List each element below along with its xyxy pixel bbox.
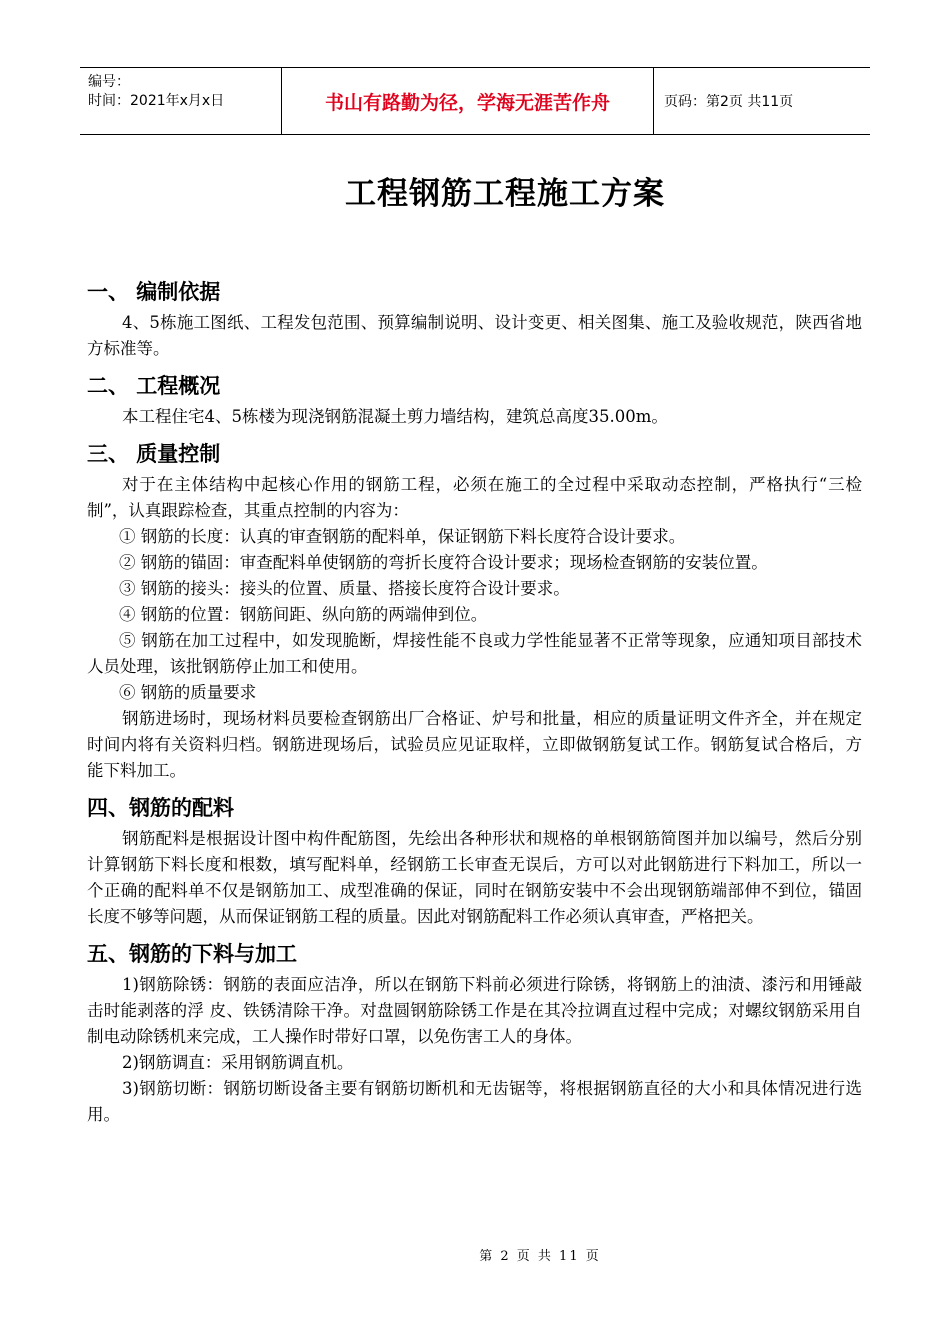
list-item: ⑥ 钢筋的质量要求: [119, 683, 257, 702]
list-item: ④ 钢筋的位置：钢筋间距、纵向筋的两端伸到位。: [119, 605, 488, 624]
list-item: ⑤ 钢筋在加工过程中，如发现脆断，焊接性能不良或力学性能显著不正常等现象，应通知项目部技术人员处理，该批钢筋停止加工和使用。: [87, 631, 862, 676]
document-number-label: 编号：: [88, 74, 130, 90]
list-item: ① 钢筋的长度：认真的审查钢筋的配料单，保证钢筋下料长度符合设计要求。: [119, 527, 686, 546]
document-date: 时间：2021年x月x日: [88, 93, 225, 109]
page-header: [80, 67, 870, 135]
header-meta: [80, 68, 281, 134]
list-item: ③ 钢筋的接头：接头的位置、质量、搭接长度符合设计要求。: [119, 579, 570, 598]
paragraph: 对于在主体结构中起核心作用的钢筋工程，必须在施工的全过程中采取动态控制，严格执行“三检制”，认真跟踪检查，其重点控制的内容为：: [87, 475, 862, 520]
list-item: ② 钢筋的锚固：审查配料单使钢筋的弯折长度符合设计要求；现场检查钢筋的安装位置。: [119, 553, 768, 572]
paragraph: 1)钢筋除锈：钢筋的表面应洁净，所以在钢筋下料前必须进行除锈，将钢筋上的油渍、漆污和用锤敲击时能剥落的浮 皮、铁锈清除干净。对盘圆钢筋除锈工作是在其冷拉调直过程中完成；对螺纹钢筋采用自制电动除锈机来完成，工人操作时带好口罩，以免伤害工人的身体。: [87, 975, 862, 1046]
section-heading: 四、钢筋的配料: [87, 796, 234, 820]
paragraph: 2)钢筋调直：采用钢筋调直机。: [122, 1053, 354, 1072]
paragraph: 本工程住宅4、5栋楼为现浇钢筋混凝土剪力墙结构，建筑总高度35.00m。: [122, 407, 668, 426]
paragraph: 钢筋进场时，现场材料员要检查钢筋出厂合格证、炉号和批量，相应的质量证明文件齐全，并在规定时间内将有关资料归档。钢筋进现场后，试验员应见证取样，立即做钢筋复试工作。钢筋复试合格后，方能下料加工。: [87, 709, 862, 780]
header-motto: 书山有路勤为径，学海无涯苦作舟: [281, 68, 654, 134]
paragraph: 钢筋配料是根据设计图中构件配筋图，先绘出各种形状和规格的单根钢筋简图并加以编号，然后分别计算钢筋下料长度和根数，填写配料单，经钢筋工长审查无误后，方可以对此钢筋进行下料加工，所以一个正确的配料单不仅是钢筋加工、成型准确的保证，同时在钢筋安装中不会出现钢筋端部伸不到位，锚固长度不够等问题，从而保证钢筋工程的质量。因此对钢筋配料工作必须认真审查，严格把关。: [87, 829, 862, 926]
header-page-info: 页码：第2页 共11页: [664, 94, 794, 110]
section-heading: 一、 编制依据: [87, 280, 221, 304]
paragraph: 3)钢筋切断：钢筋切断设备主要有钢筋切断机和无齿锯等，将根据钢筋直径的大小和具体情况进行选用。: [87, 1079, 862, 1124]
paragraph: 4、5栋施工图纸、工程发包范围、预算编制说明、设计变更、相关图集、施工及验收规范，陕西省地方标准等。: [87, 313, 862, 358]
page-footer: 第 2 页 共 11 页: [479, 1249, 601, 1264]
document-title: 工程钢筋工程施工方案: [345, 176, 665, 212]
section-heading: 三、 质量控制: [87, 442, 221, 466]
section-heading: 二、 工程概况: [87, 374, 221, 398]
document-body: [87, 274, 862, 1128]
section-heading: 五、钢筋的下料与加工: [87, 942, 297, 966]
